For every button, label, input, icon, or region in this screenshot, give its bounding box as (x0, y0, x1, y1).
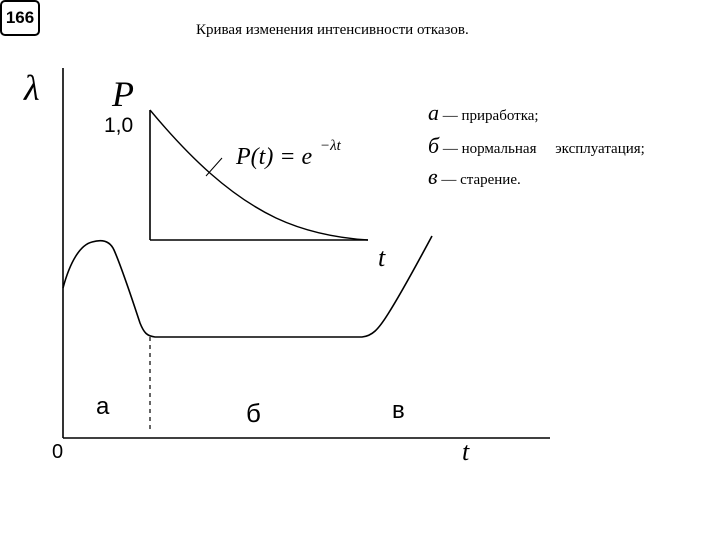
formula-exponent: −λt (320, 138, 341, 154)
legend-text-a: — приработка; (442, 108, 539, 124)
main-x-label: t (462, 437, 470, 466)
page-number-badge: 166 (0, 0, 40, 36)
formula-leader-line (206, 158, 222, 176)
legend-key-c: в (428, 164, 438, 189)
inset-y-label: P (112, 74, 134, 114)
region-label-b: б (246, 398, 261, 428)
inset-x-label: t (378, 243, 386, 272)
inset-y-tick: 1,0 (104, 114, 134, 137)
reliability-curve (150, 110, 368, 240)
origin-label: 0 (52, 441, 64, 463)
formula-lhs: P(t) = e (236, 144, 313, 170)
region-label-c: в (392, 397, 405, 424)
main-y-label: λ (24, 68, 40, 108)
region-label-a: а (96, 393, 110, 420)
legend-text-b: — нормальная эксплуатация; (442, 141, 645, 157)
legend-key-a: а (428, 100, 439, 125)
legend-text-c: — старение. (441, 172, 521, 188)
failure-rate-curve (63, 236, 432, 337)
legend-key-b: б (428, 133, 440, 158)
page-title: Кривая изменения интенсивности отказов. (196, 22, 469, 38)
